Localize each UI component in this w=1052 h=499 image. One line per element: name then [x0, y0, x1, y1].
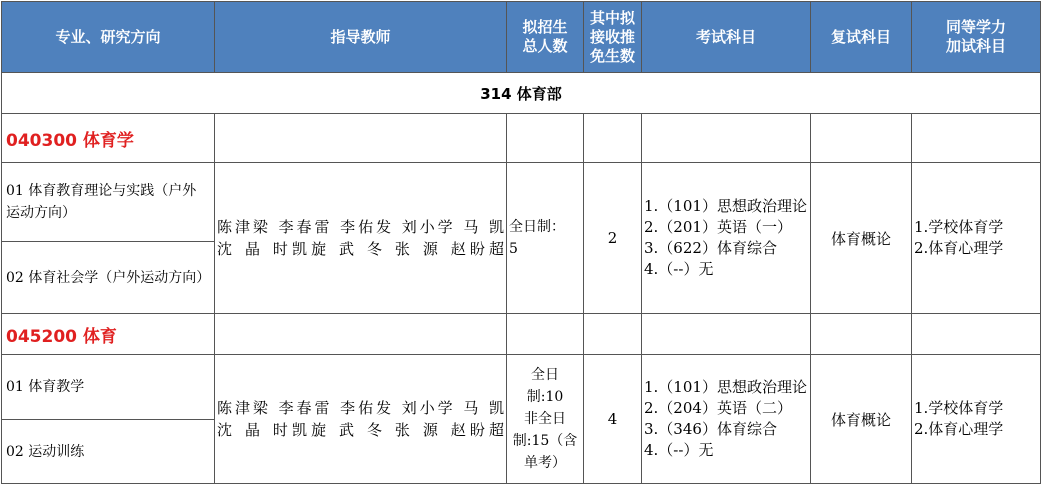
admissions-table: [1, 1, 1041, 484]
retest-subject: 体育概论: [811, 163, 912, 314]
exam-line: 1.（101）思想政治理论: [644, 197, 807, 215]
header-major: 专业、研究方向: [2, 2, 215, 73]
plan-line: 非全日: [524, 411, 566, 427]
header-equivalent-line: 加试科目: [945, 37, 1006, 55]
empty-cell: [507, 314, 584, 355]
teacher-list: [215, 163, 507, 314]
exempt-count: 2: [584, 163, 642, 314]
plan-line: 制:10: [526, 389, 564, 405]
equivalent-line: 1.学校体育学: [914, 218, 1004, 236]
plan-total: [507, 355, 584, 484]
exam-subjects: [642, 163, 811, 314]
header-exempt-line: 免生数: [589, 46, 635, 65]
direction-label: 01 体育教育理论与实践（户外运动方向）: [2, 163, 215, 242]
empty-cell: [912, 114, 1041, 163]
header-plan-line: 拟招生: [522, 18, 568, 36]
plan-line: 单考）: [524, 455, 566, 471]
equivalent-subjects: [912, 355, 1041, 484]
empty-cell: [811, 314, 912, 355]
direction-row: [2, 163, 1041, 242]
teacher-line: 陈津梁 李春雷 李佑发 刘小学 马 凯: [217, 399, 504, 417]
header-retest: 复试科目: [811, 2, 912, 73]
exam-line: 3.（346）体育综合: [644, 420, 777, 438]
direction-label: 01 体育教学: [2, 355, 215, 420]
direction-label: 02 运动训练: [2, 420, 215, 484]
equivalent-line: 1.学校体育学: [914, 399, 1004, 417]
teacher-line: 陈津梁 李春雷 李佑发 刘小学 马 凯: [217, 218, 504, 236]
empty-cell: [811, 114, 912, 163]
department-row: [2, 73, 1041, 114]
program-code-row: [2, 114, 1041, 163]
teacher-line: 沈 晶 时凯旋 武 冬 张 源 赵盼超: [217, 421, 504, 439]
plan-total: [507, 163, 584, 314]
direction-label: 02 体育社会学（户外运动方向）: [2, 242, 215, 314]
program-code: 040300 体育学: [2, 114, 215, 163]
empty-cell: [584, 314, 642, 355]
equivalent-line: 2.体育心理学: [914, 239, 1004, 257]
empty-cell: [912, 314, 1041, 355]
header-plan-total: [507, 2, 584, 73]
header-row: [2, 2, 1041, 73]
plan-line: 全日: [531, 367, 559, 383]
program-code: 045200 体育: [2, 314, 215, 355]
exam-subjects: [642, 355, 811, 484]
empty-cell: [642, 314, 811, 355]
teacher-list: [215, 355, 507, 484]
empty-cell: [507, 114, 584, 163]
plan-line: 全日制：: [509, 219, 565, 235]
program-code-row: [2, 314, 1041, 355]
header-exam: 考试科目: [642, 2, 811, 73]
exempt-count: 4: [584, 355, 642, 484]
exam-line: 1.（101）思想政治理论: [644, 378, 807, 396]
exam-line: 4.（--）无: [644, 441, 714, 459]
header-exempt-line: 接收推: [589, 27, 635, 46]
empty-cell: [215, 114, 507, 163]
header-teacher: 指导教师: [215, 2, 507, 73]
plan-line: 5: [509, 241, 518, 257]
equivalent-line: 2.体育心理学: [914, 420, 1004, 438]
plan-line: 制:15（含: [512, 433, 578, 449]
exam-line: 2.（201）英语（一）: [644, 218, 792, 236]
empty-cell: [642, 114, 811, 163]
empty-cell: [215, 314, 507, 355]
direction-row: [2, 355, 1041, 420]
teacher-line: 沈 晶 时凯旋 武 冬 张 源 赵盼超: [217, 240, 504, 258]
department-title: 314 体育部: [2, 73, 1041, 114]
exam-line: 3.（622）体育综合: [644, 239, 777, 257]
exam-line: 2.（204）英语（二）: [644, 399, 792, 417]
equivalent-subjects: [912, 163, 1041, 314]
empty-cell: [584, 114, 642, 163]
exam-line: 4.（--）无: [644, 260, 714, 278]
header-equivalent-line: 同等学力: [945, 18, 1006, 36]
retest-subject: 体育概论: [811, 355, 912, 484]
header-exempt: [584, 2, 642, 73]
header-exempt-line: 其中拟: [589, 8, 635, 27]
header-equivalent: [912, 2, 1041, 73]
header-plan-line: 总人数: [522, 37, 568, 55]
